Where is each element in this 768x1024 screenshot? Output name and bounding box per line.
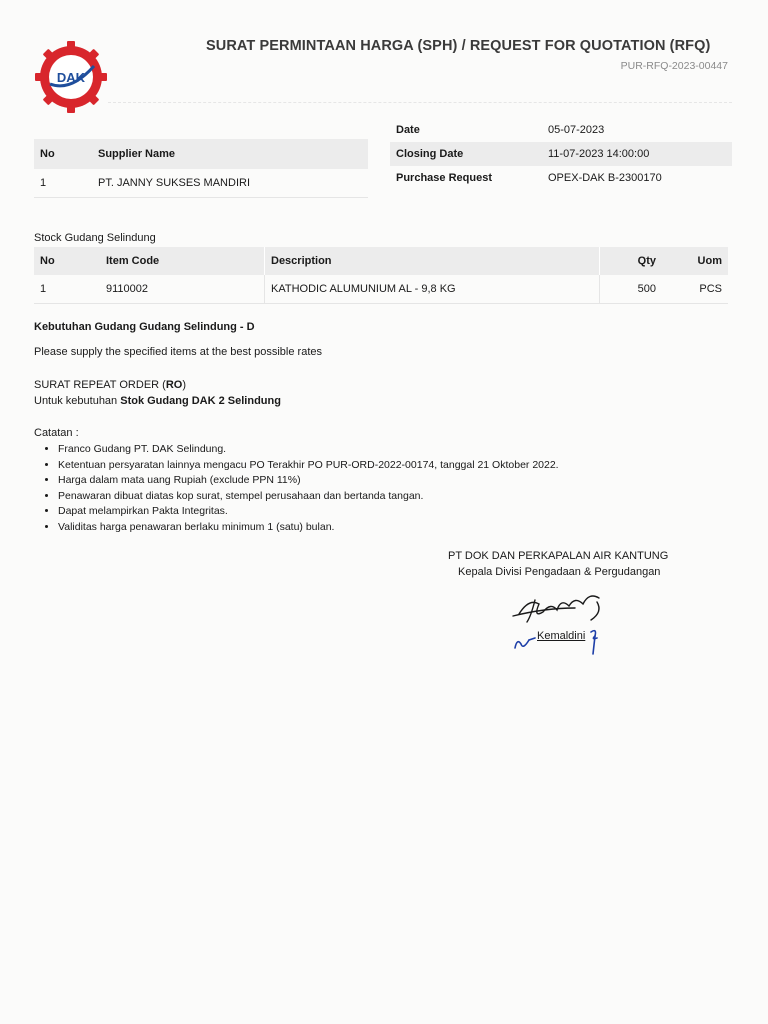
stock-caption: Stock Gudang Selindung	[34, 232, 156, 244]
col-qty: Qty	[600, 247, 663, 275]
header-divider	[108, 102, 732, 103]
col-no: No	[34, 247, 100, 275]
supplier-table-header	[34, 139, 368, 169]
col-supplier-name: Supplier Name	[92, 139, 368, 169]
table-row	[34, 275, 728, 304]
supply-line: Please supply the specified items at the best possible rates	[34, 346, 322, 358]
document-title: SURAT PERMINTAAN HARGA (SPH) / REQUEST FOR QUOTATION (RFQ)	[206, 38, 711, 54]
purchase-request-value: OPEX-DAK B-2300170	[548, 172, 662, 184]
item-uom: PCS	[662, 275, 728, 304]
supplier-no: 1	[34, 169, 92, 198]
purpose-prefix: Untuk kebutuhan	[34, 395, 121, 407]
supplier-table	[34, 139, 368, 198]
list-item: • Franco Gudang PT. DAK Selindung.	[58, 442, 559, 458]
col-item-code: Item Code	[100, 247, 265, 275]
list-item: • Ketentuan persyaratan lainnya mengacu PO Terakhir PO PUR-ORD-2022-00174, tanggal 21 Oktober 2022.	[58, 458, 559, 474]
col-description: Description	[265, 247, 600, 275]
items-table	[34, 247, 728, 304]
meta-closing-row	[390, 142, 732, 166]
list-item: • Harga dalam mata uang Rupiah (exclude PPN 11%)	[58, 473, 559, 489]
table-row	[34, 169, 368, 198]
meta-pr-row	[390, 166, 732, 190]
item-description: KATHODIC ALUMUNIUM AL - 9,8 KG	[265, 275, 600, 304]
purchase-request-label: Purchase Request	[396, 172, 492, 184]
signer-company: PT DOK DAN PERKAPALAN AIR KANTUNG	[448, 550, 669, 562]
notes-title: Catatan :	[34, 427, 79, 439]
repeat-order-suffix: )	[182, 379, 186, 391]
item-qty: 500	[600, 275, 663, 304]
col-uom: Uom	[662, 247, 728, 275]
dak-logo	[34, 40, 108, 114]
repeat-order-prefix: SURAT REPEAT ORDER (	[34, 379, 166, 391]
repeat-order-code: RO	[165, 379, 183, 391]
signer-position: Kepala Divisi Pengadaan & Pergudangan	[458, 566, 661, 578]
purpose-bold: Stok Gudang DAK 2 Selindung	[120, 395, 281, 407]
document-number: PUR-RFQ-2023-00447	[620, 60, 728, 72]
repeat-order-line	[34, 379, 186, 391]
date-value: 05-07-2023	[548, 124, 605, 136]
logo-text: DAK	[56, 70, 86, 85]
supplier-name: PT. JANNY SUKSES MANDIRI	[92, 169, 368, 198]
date-label: Date	[396, 124, 420, 136]
items-table-header	[34, 247, 728, 275]
purpose-line	[34, 395, 281, 407]
list-item: • Validitas harga penawaran berlaku minimum 1 (satu) bulan.	[58, 520, 559, 536]
signer-name: Kemaldini	[537, 630, 586, 642]
meta-date-row	[390, 118, 732, 142]
rfq-meta-table	[390, 118, 732, 190]
list-item: • Penawaran dibuat diatas kop surat, stempel perusahaan dan bertanda tangan.	[58, 489, 559, 505]
handwritten-signature	[505, 578, 625, 658]
closing-date-label: Closing Date	[390, 142, 542, 166]
list-item: • Dapat melampirkan Pakta Integritas.	[58, 504, 559, 520]
col-no: No	[34, 139, 92, 169]
need-line: Kebutuhan Gudang Gudang Selindung - D	[34, 321, 255, 333]
closing-date-value: 11-07-2023 14:00:00	[542, 142, 732, 166]
item-no: 1	[34, 275, 100, 304]
item-code: 9110002	[100, 275, 265, 304]
notes-list	[34, 442, 559, 535]
